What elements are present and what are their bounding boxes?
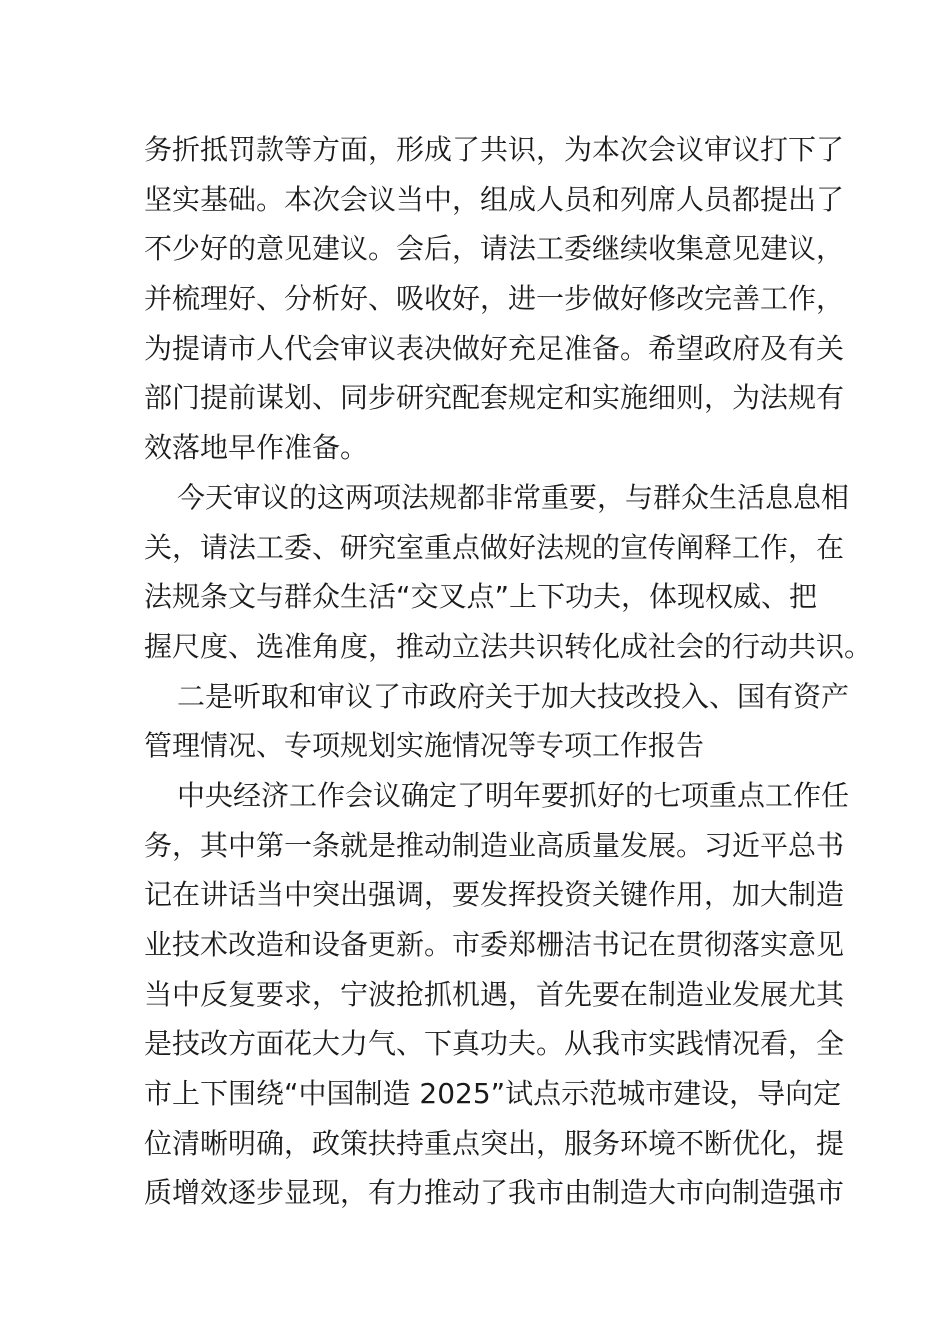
document-body bbox=[144, 125, 873, 1218]
section-heading-continued: 管理情况、专项规划实施情况等专项工作报告 bbox=[144, 729, 705, 763]
text-line: 务折抵罚款等方面，形成了共识，为本次会议审议打下了 bbox=[144, 133, 845, 166]
text-line: 位清晰明确，政策扶持重点突出，服务环境不断优化，提 bbox=[144, 1126, 845, 1160]
text-line: 记在讲话当中突出强调，要发挥投资关键作用，加大制造 bbox=[144, 878, 845, 912]
text-line: 关，请法工委、研究室重点做好法规的宣传阐释工作，在 bbox=[144, 530, 845, 564]
paragraph-first-line: 今天审议的这两项法规都非常重要，与群众生活息息相 bbox=[177, 480, 850, 514]
text-line: 并梳理好、分析好、吸收好，进一步做好修改完善工作， bbox=[144, 282, 845, 316]
text-line: 质增效逐步显现，有力推动了我市由制造大市向制造强市 bbox=[144, 1176, 845, 1210]
text-line: 务，其中第一条就是推动制造业高质量发展。习近平总书 bbox=[144, 828, 845, 862]
paragraph-first-line: 中央经济工作会议确定了明年要抓好的七项重点工作任 bbox=[177, 778, 850, 812]
section-heading: 二是听取和审议了市政府关于加大技改投入、国有资产 bbox=[177, 679, 850, 713]
text-line: 坚实基础。本次会议当中，组成人员和列席人员都提出了 bbox=[144, 182, 845, 216]
text-line: 不少好的意见建议。会后，请法工委继续收集意见建议， bbox=[144, 232, 845, 266]
text-line: 部门提前谋划、同步研究配套规定和实施细则，为法规有 bbox=[144, 381, 845, 415]
text-line: 当中反复要求，宁波抢抓机遇，首先要在制造业发展尤其 bbox=[144, 977, 845, 1011]
text-line: 法规条文与群众生活“交叉点”上下功夫，体现权威、把 bbox=[144, 580, 818, 614]
text-line: 握尺度、选准角度，推动立法共识转化成社会的行动共识。 bbox=[144, 629, 873, 663]
text-line: 效落地早作准备。 bbox=[144, 431, 369, 465]
text-line: 市上下围绕“中国制造 2025”试点示范城市建设，导向定 bbox=[144, 1077, 842, 1111]
text-line: 是技改方面花大力气、下真功夫。从我市实践情况看，全 bbox=[144, 1027, 845, 1061]
text-line: 业技术改造和设备更新。市委郑栅洁书记在贯彻落实意见 bbox=[144, 928, 845, 961]
text-line: 为提请市人代会审议表决做好充足准备。希望政府及有关 bbox=[144, 331, 845, 365]
